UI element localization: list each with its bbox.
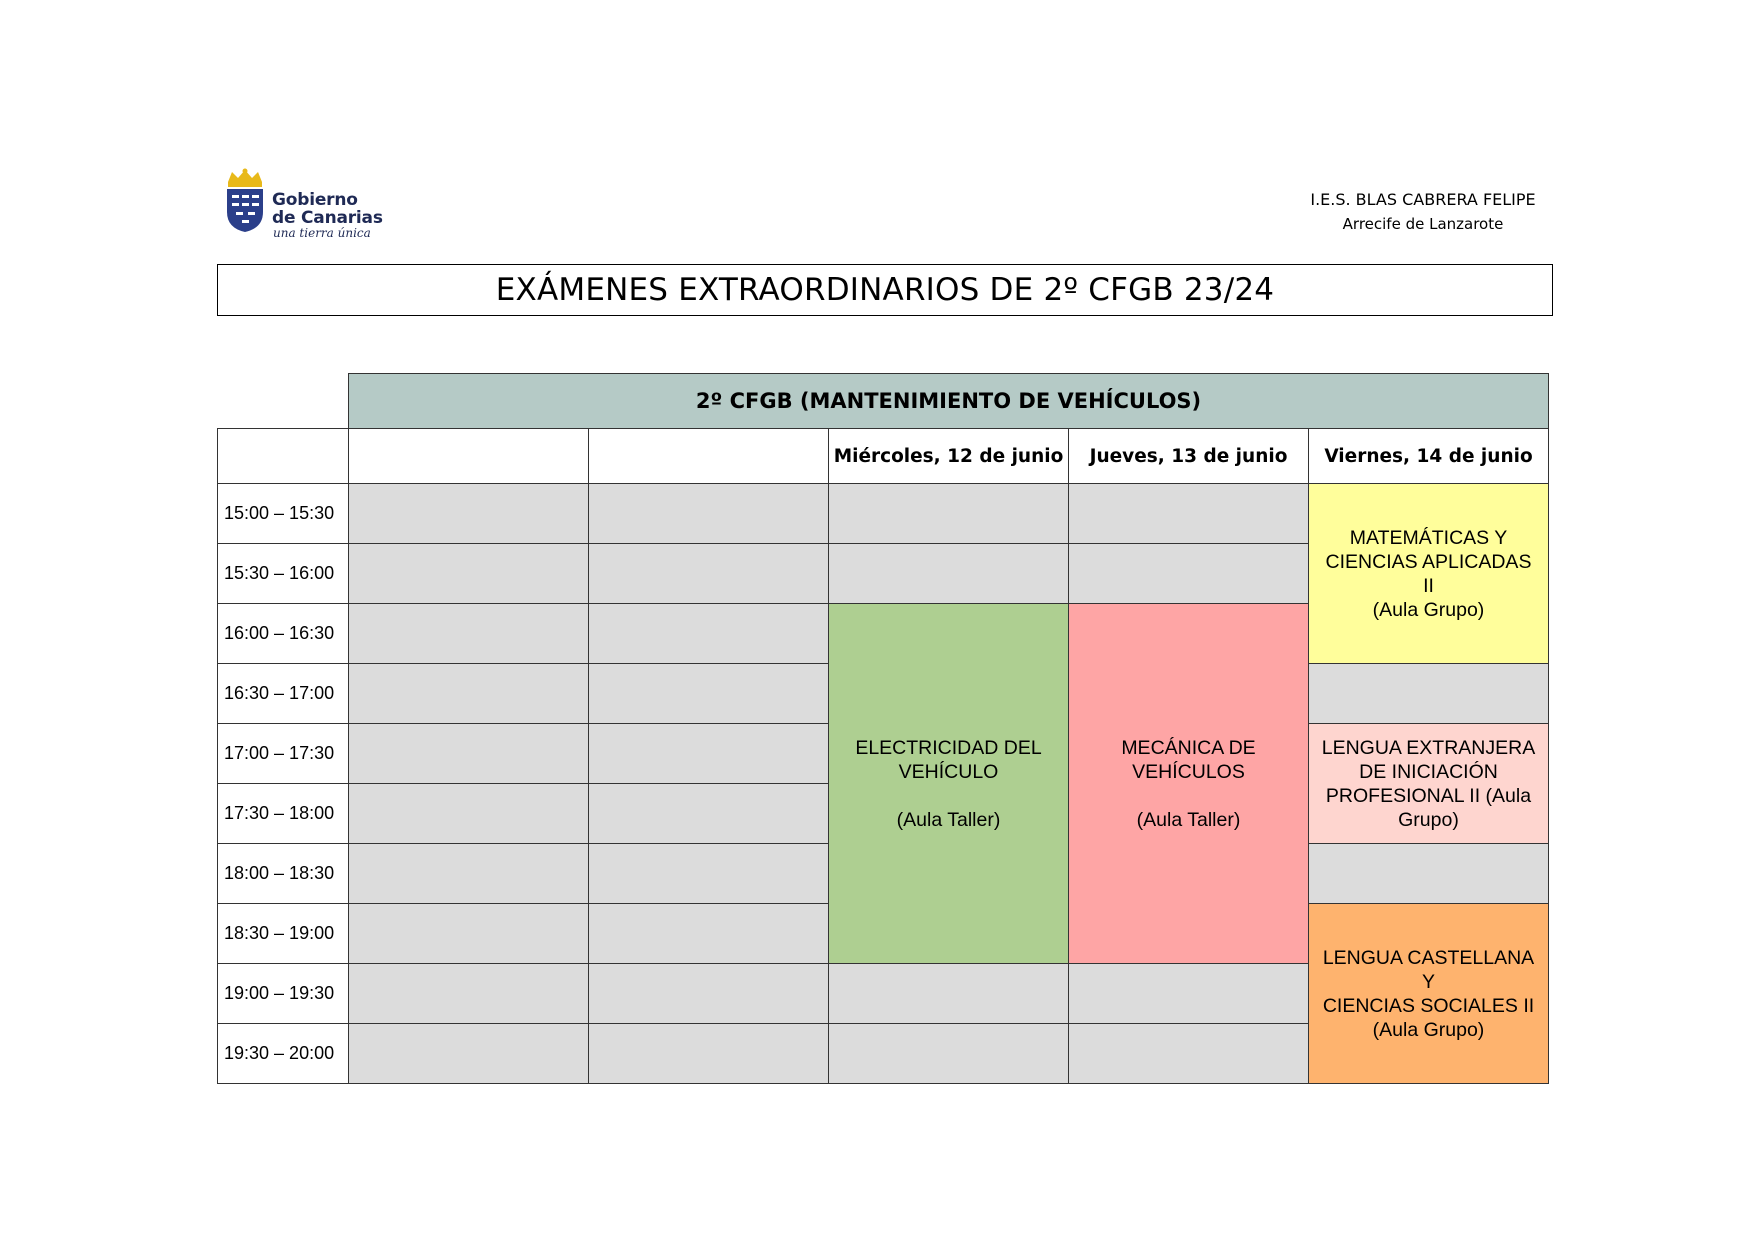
exam-block bbox=[1308, 723, 1549, 844]
exam-text-line: Grupo) bbox=[1398, 808, 1459, 831]
logo-tagline: una tierra única bbox=[273, 226, 371, 240]
day-header: Viernes, 14 de junio bbox=[1308, 428, 1549, 484]
exam-text-line bbox=[1186, 784, 1191, 808]
empty-slot bbox=[588, 843, 829, 904]
exam-text-line: PROFESIONAL II (Aula bbox=[1325, 784, 1532, 807]
empty-slot bbox=[588, 483, 829, 544]
exam-text-line: MECÁNICA DE bbox=[1121, 736, 1256, 759]
exam-block bbox=[1068, 603, 1309, 964]
empty-slot bbox=[588, 1023, 829, 1084]
exam-text-line: LENGUA CASTELLANA bbox=[1322, 946, 1535, 969]
time-slot: 16:00 – 16:30 bbox=[217, 603, 349, 664]
empty-slot bbox=[348, 663, 589, 724]
time-slot: 18:30 – 19:00 bbox=[217, 903, 349, 964]
empty-slot bbox=[1068, 483, 1309, 544]
empty-slot bbox=[348, 543, 589, 604]
page-title: EXÁMENES EXTRAORDINARIOS DE 2º CFGB 23/24 bbox=[217, 264, 1553, 316]
exam-text-line: LENGUA EXTRANJERA bbox=[1321, 736, 1536, 759]
empty-slot bbox=[348, 843, 589, 904]
empty-slot bbox=[588, 783, 829, 844]
school-city: Arrecife de Lanzarote bbox=[1342, 215, 1504, 233]
logo-text-line2: de Canarias bbox=[272, 208, 383, 228]
empty-slot bbox=[1068, 963, 1309, 1024]
time-slot: 18:00 – 18:30 bbox=[217, 843, 349, 904]
exam-text-line: Y bbox=[1421, 970, 1435, 993]
empty-slot bbox=[348, 1023, 589, 1084]
empty-slot bbox=[348, 723, 589, 784]
exam-text-line bbox=[946, 784, 951, 808]
empty-slot bbox=[1068, 543, 1309, 604]
empty-slot bbox=[588, 963, 829, 1024]
day-header: Miércoles, 12 de junio bbox=[828, 428, 1069, 484]
exam-text-line: II bbox=[1423, 574, 1434, 597]
empty-slot bbox=[348, 483, 589, 544]
empty-slot bbox=[348, 603, 589, 664]
time-slot: 15:30 – 16:00 bbox=[217, 543, 349, 604]
time-slot: 16:30 – 17:00 bbox=[217, 663, 349, 724]
exam-text-line: ELECTRICIDAD DEL bbox=[855, 736, 1042, 759]
empty-slot bbox=[588, 903, 829, 964]
time-slot: 19:30 – 20:00 bbox=[217, 1023, 349, 1084]
group-header: 2º CFGB (MANTENIMIENTO DE VEHÍCULOS) bbox=[348, 373, 1549, 429]
school-name: I.E.S. BLAS CABRERA FELIPE bbox=[1310, 190, 1536, 209]
empty-slot bbox=[348, 783, 589, 844]
exam-text-line: MATEMÁTICAS Y bbox=[1349, 526, 1508, 549]
empty-slot bbox=[1308, 843, 1549, 904]
exam-text-line: CIENCIAS APLICADAS bbox=[1325, 550, 1532, 573]
exam-text-line: VEHÍCULOS bbox=[1132, 760, 1245, 783]
empty-slot bbox=[348, 963, 589, 1024]
exam-text-line: CIENCIAS SOCIALES II bbox=[1322, 994, 1535, 1017]
empty-slot bbox=[828, 1023, 1069, 1084]
time-slot: 19:00 – 19:30 bbox=[217, 963, 349, 1024]
empty-slot bbox=[828, 543, 1069, 604]
day-header: Jueves, 13 de junio bbox=[1068, 428, 1309, 484]
empty-slot bbox=[588, 603, 829, 664]
empty-slot bbox=[588, 543, 829, 604]
exam-text-line: (Aula Taller) bbox=[896, 808, 1001, 831]
empty-slot bbox=[588, 663, 829, 724]
empty-slot bbox=[828, 483, 1069, 544]
empty-slot bbox=[828, 963, 1069, 1024]
exam-text-line: (Aula Grupo) bbox=[1372, 1018, 1485, 1041]
time-slot: 17:00 – 17:30 bbox=[217, 723, 349, 784]
corner-cell bbox=[217, 428, 349, 484]
day-header bbox=[348, 428, 589, 484]
empty-slot bbox=[1308, 663, 1549, 724]
exam-text-line: (Aula Taller) bbox=[1136, 808, 1241, 831]
day-header bbox=[588, 428, 829, 484]
exam-block bbox=[1308, 903, 1549, 1084]
exam-text-line: VEHÍCULO bbox=[898, 760, 999, 783]
time-slot: 15:00 – 15:30 bbox=[217, 483, 349, 544]
exam-text-line: (Aula Grupo) bbox=[1372, 598, 1485, 621]
exam-text-line: DE INICIACIÓN bbox=[1359, 760, 1498, 783]
time-slot: 17:30 – 18:00 bbox=[217, 783, 349, 844]
empty-slot bbox=[588, 723, 829, 784]
logo-text-line1: Gobierno bbox=[272, 190, 358, 210]
exam-block bbox=[1308, 483, 1549, 664]
empty-slot bbox=[1068, 1023, 1309, 1084]
empty-slot bbox=[348, 903, 589, 964]
exam-block bbox=[828, 603, 1069, 964]
